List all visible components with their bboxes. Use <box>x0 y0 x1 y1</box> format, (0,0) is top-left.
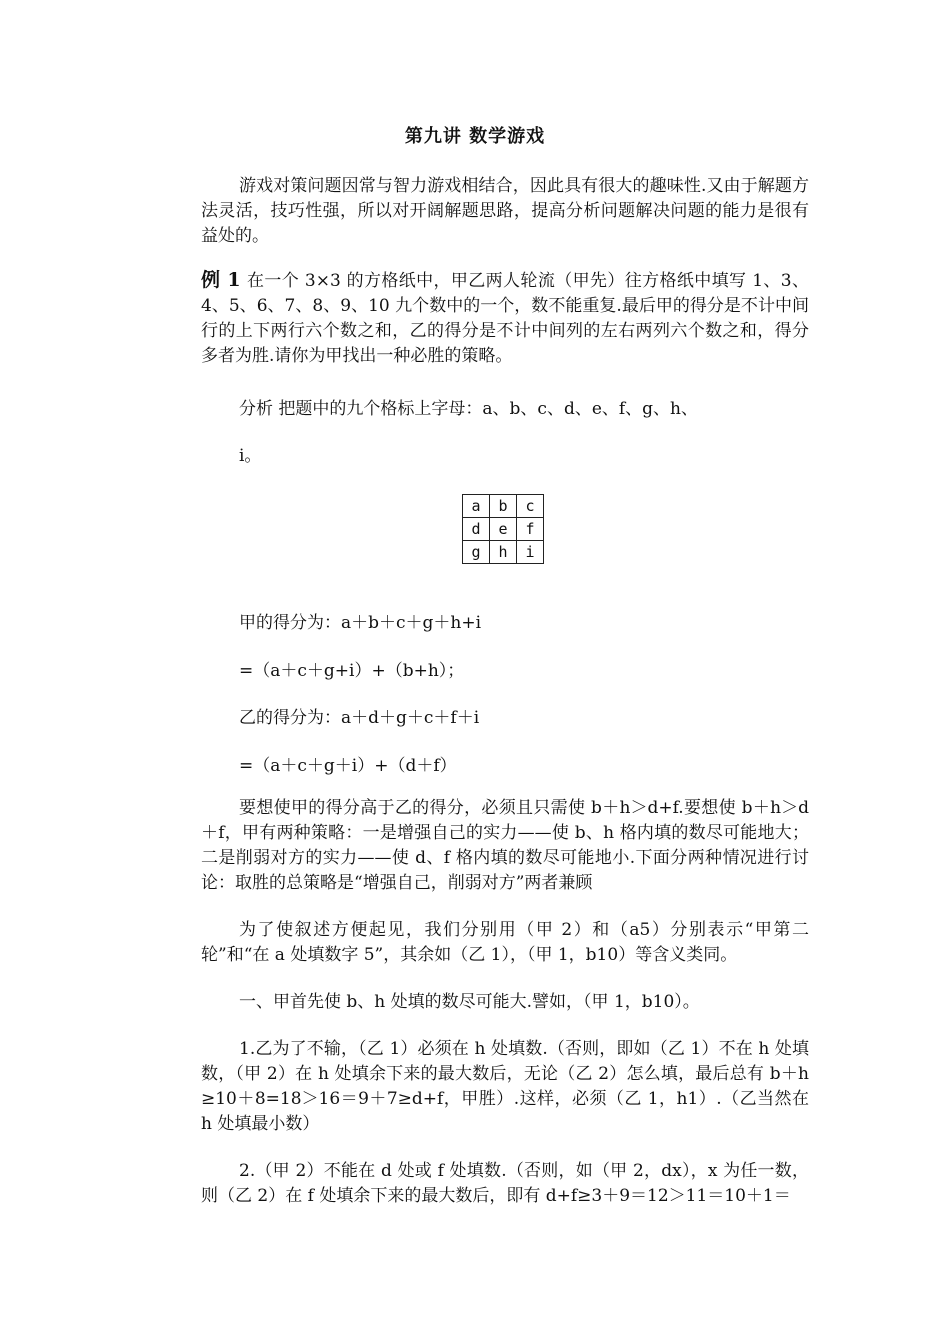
analysis-line-1: 分析 把题中的九个格标上字母：a、b、c、d、e、f、g、h、 <box>239 399 699 419</box>
grid-row <box>463 495 544 518</box>
grid-row <box>463 541 544 564</box>
grid-cell-b: b <box>490 495 517 518</box>
analysis-line-2: i。 <box>239 446 262 466</box>
intro-paragraph: 游戏对策问题因常与智力游戏相结合，因此具有很大的趣味性.又由于解题方法灵活，技巧性强，所以对开阔解题思路，提高分析问题解决问题的能力是很有益处的。 <box>201 176 809 246</box>
grid-cell-a: a <box>463 495 490 518</box>
example-paragraph <box>201 268 809 369</box>
yi-score-line: 乙的得分为：a＋d＋g＋c＋f＋i <box>239 708 480 728</box>
yi-expand-line: =（a＋c＋g＋i）+（d＋f） <box>239 756 457 776</box>
example-text: 在一个 3×3 的方格纸中，甲乙两人轮流（甲先）往方格纸中填写 1、3、4、5、6、7、8、9、10 九个数中的一个，数不能重复.最后甲的得分是不计中间行的上下两行六个数之和，乙的得分是不计中间列的左右两列六个数之和，得分多者为胜.请你为甲找出一种必胜的策略。 <box>201 271 809 366</box>
case-one-paragraph: 一、甲首先使 b、h 处填的数尽可能大.譬如，（甲 1，b10）。 <box>239 992 700 1012</box>
grid-cell-f: f <box>517 518 544 541</box>
jia-expand-line: =（a＋c＋g+i）+（b+h）； <box>239 661 465 681</box>
grid-cell-c: c <box>517 495 544 518</box>
example-label: 例 1 <box>201 269 241 291</box>
grid-row <box>463 518 544 541</box>
grid-cell-g: g <box>463 541 490 564</box>
grid-cell-i: i <box>517 541 544 564</box>
jia-score-line: 甲的得分为：a＋b＋c＋g＋h+i <box>239 613 482 633</box>
grid-cell-e: e <box>490 518 517 541</box>
page-title: 第九讲 数学游戏 <box>404 126 546 147</box>
grid-cell-d: d <box>463 518 490 541</box>
letter-grid <box>462 494 544 564</box>
notation-paragraph: 为了使叙述方便起见，我们分别用（甲 2）和（a5）分别表示“甲第二轮”和“在 a 处填数字 5”，其余如（乙 1），（甲 1，b10）等含义类同。 <box>201 920 809 965</box>
grid-cell-h: h <box>490 541 517 564</box>
point-one-paragraph: 1.乙为了不输，（乙 1）必须在 h 处填数.（否则，即如（乙 1）不在 h 处填数，（甲 2）在 h 处填余下来的最大数后，无论（乙 2）怎么填，最后总有 b＋h≥10＋8=18＞16＝9＋7≥d+f，甲胜）.这样，必须（乙 1，h1）.（乙当然在 h 处填最小数） <box>201 1039 809 1134</box>
strategy-paragraph: 要想使甲的得分高于乙的得分，必须且只需使 b＋h＞d+f.要想使 b＋h＞d＋f，甲有两种策略：一是增强自己的实力——使 b、h 格内填的数尽可能地大；二是削弱对方的实力——使 d、f 格内填的数尽可能地小.下面分两种情况进行讨论：取胜的总策略是“增强自己，削弱对方”两者兼顾 <box>201 798 809 893</box>
point-two-paragraph: 2.（甲 2）不能在 d 处或 f 处填数.（否则，如（甲 2，dx），x 为任一数，则（乙 2）在 f 处填余下来的最大数后，即有 d+f≥3＋9＝12＞11＝10＋1＝ <box>201 1161 809 1206</box>
